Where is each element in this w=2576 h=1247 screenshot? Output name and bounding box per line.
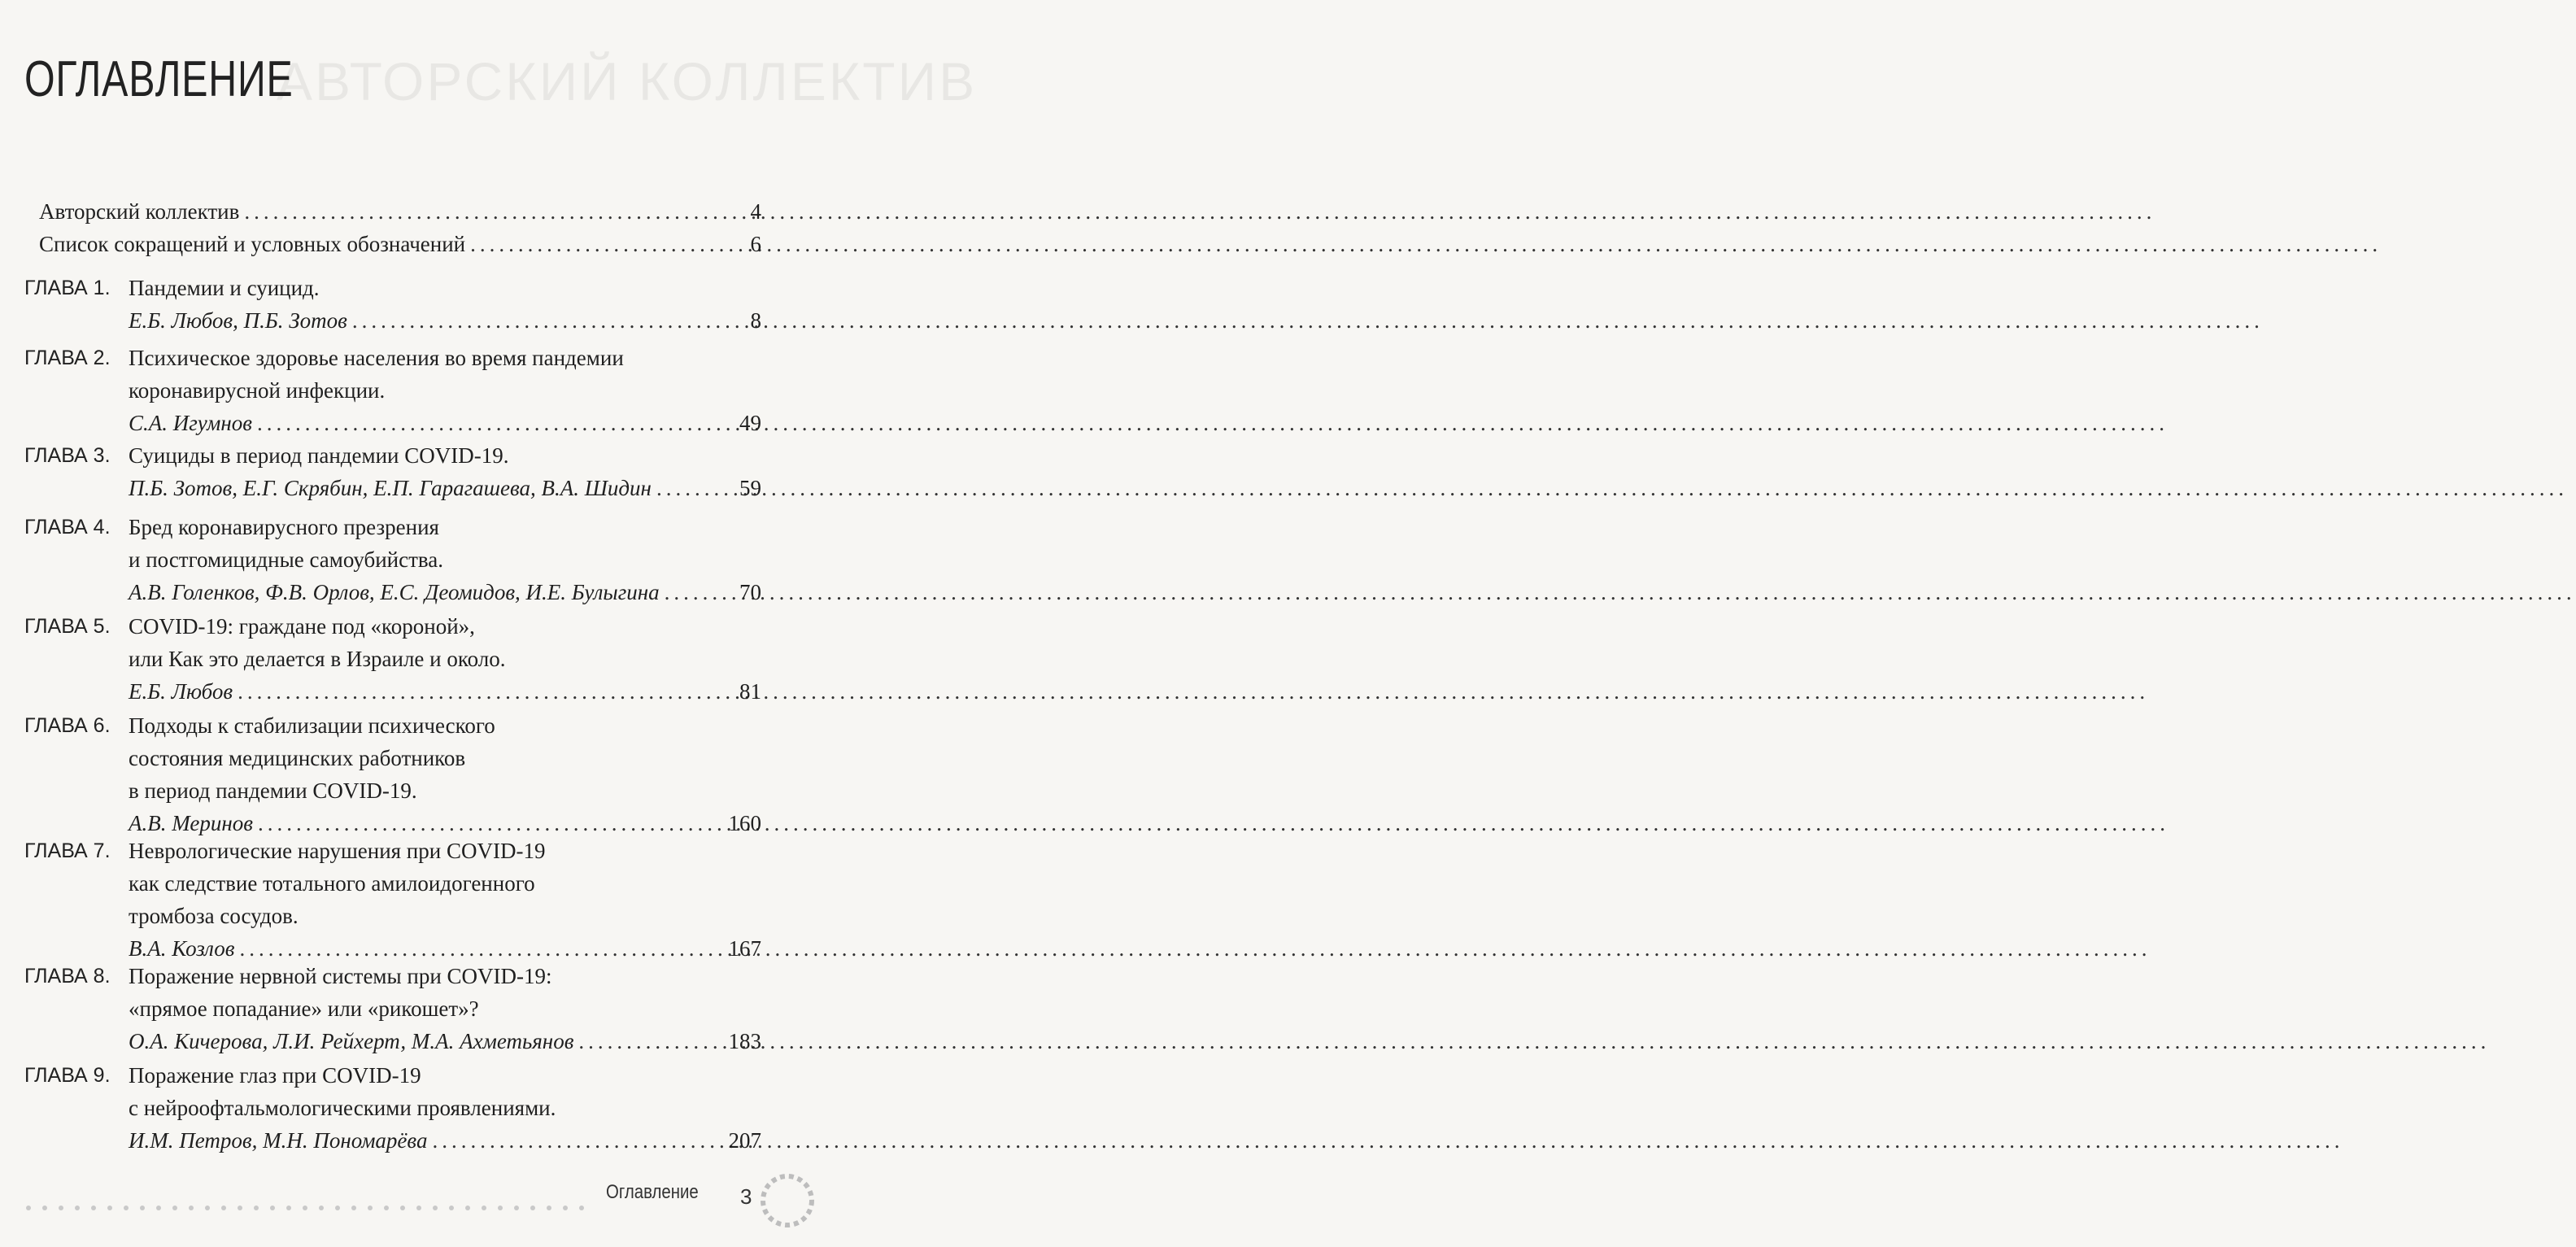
page-number: 49 [739,411,761,435]
chapter-title-line: коронавирусной инфекции. [129,378,386,403]
leader-dots [238,675,2149,708]
page-number: 167 [728,936,761,961]
chapter-title-line: состояния медицинских работников [129,746,466,770]
toc-entry-chapter-9 [0,1059,830,1157]
chapter-authors: В.А. Козлов [129,936,235,961]
toc-entry-chapter-2 [0,342,830,439]
chapter-authors: Е.Б. Любов [129,679,233,704]
page-number: 6 [750,232,761,256]
chapter-title-line: как следствие тотального амилоидогенного [129,871,535,896]
chapter-authors: И.М. Петров, М.Н. Пономарёва [129,1128,428,1153]
page-number: 160 [728,811,761,835]
page-number: 81 [739,679,761,704]
chapter-title-line: с нейроофтальмологическими проявлениями. [129,1096,556,1120]
chapter-title-line: Неврологические нарушения при COVID-19 [129,839,546,863]
toc-entry-chapter-5 [0,610,830,708]
chapter-authors: О.А. Кичерова, Л.И. Рейхерт, М.А. Ахметьянов [129,1029,574,1053]
chapter-authors: С.А. Игумнов [129,411,252,435]
chapter-title-line: «прямое попадание» или «рикошет»? [129,996,479,1021]
chapter-title-line: Поражение глаз при COVID-19 [129,1063,421,1088]
leader-dots [578,1025,2490,1057]
toc-entry-abbreviations [0,228,830,260]
gear-icon [755,1168,820,1233]
toc-entry-chapter-1 [0,272,830,337]
chapter-title-line: Подходы к стабилизации психического [129,713,495,738]
chapter-label: ГЛАВА 2. [24,347,111,369]
chapter-authors: П.Б. Зотов, Е.Г. Скрябин, Е.П. Гарагашева, В.А. Шидин [129,476,652,500]
chapter-authors: А.В. Меринов [129,811,253,835]
leader-dots [665,576,2576,608]
page-number: 8 [750,308,761,333]
chapter-label: ГЛАВА 9. [24,1064,111,1087]
toc-entry-chapter-3 [0,439,830,504]
chapter-authors: А.В. Голенков, Ф.В. Орлов, Е.С. Деомидов, И.Е. Булыгина [129,580,660,604]
chapter-title-line: тромбоза сосудов. [129,904,299,928]
footer-section-label: Оглавление [606,1181,699,1203]
footer-dotted-rule [24,1204,724,1212]
toc-entry-title: Авторский коллектив [39,199,240,224]
chapter-authors: Е.Б. Любов, П.Б. Зотов [129,308,347,333]
toc-entry-chapter-7 [0,835,830,965]
chapter-label: ГЛАВА 5. [24,615,111,638]
chapter-title-line: Психическое здоровье населения во время пандемии [129,346,624,370]
page-number: 207 [728,1128,761,1153]
leader-dots [244,195,2155,228]
page-title: ОГЛАВЛЕНИЕ [24,51,294,107]
leader-dots [432,1124,2343,1157]
chapter-label: ГЛАВА 1. [24,277,111,299]
leader-dots [656,472,2568,504]
leader-dots [257,407,2168,439]
chapter-title-line: Пандемии и суицид. [129,276,320,300]
toc-entry-title: Список сокращений и условных обозначений [39,232,466,256]
leader-dots [352,304,2264,337]
toc-entry-chapter-8 [0,960,830,1057]
toc-entry-authors-collective [0,195,830,228]
chapter-title-line: COVID-19: граждане под «короной», [129,614,475,639]
ghost-heading: АВТОРСКИЙ КОЛЛЕКТИВ [277,51,978,111]
chapter-label: ГЛАВА 8. [24,965,111,988]
chapter-title-line: в период пандемии COVID-19. [129,778,417,803]
page-number: 4 [750,199,761,224]
chapter-title-line: или Как это делается в Израиле и около. [129,647,506,671]
chapter-label: ГЛАВА 6. [24,714,111,737]
chapter-title-line: и постгомицидные самоубийства. [129,547,444,572]
chapter-label: ГЛАВА 7. [24,839,111,862]
toc-entry-chapter-6 [0,709,830,839]
chapter-label: ГЛАВА 4. [24,516,111,538]
chapter-title-line: Поражение нервной системы при COVID-19: [129,964,552,988]
page-number: 70 [739,580,761,604]
page-number-footer: 3 [740,1184,752,1209]
toc-entry-chapter-4 [0,511,830,608]
page-number: 183 [728,1029,761,1053]
page-number: 59 [739,476,761,500]
chapter-title-line: Бред коронавирусного презрения [129,515,439,539]
chapter-label: ГЛАВА 3. [24,444,111,467]
chapter-title-line: Суициды в период пандемии COVID-19. [129,443,509,468]
